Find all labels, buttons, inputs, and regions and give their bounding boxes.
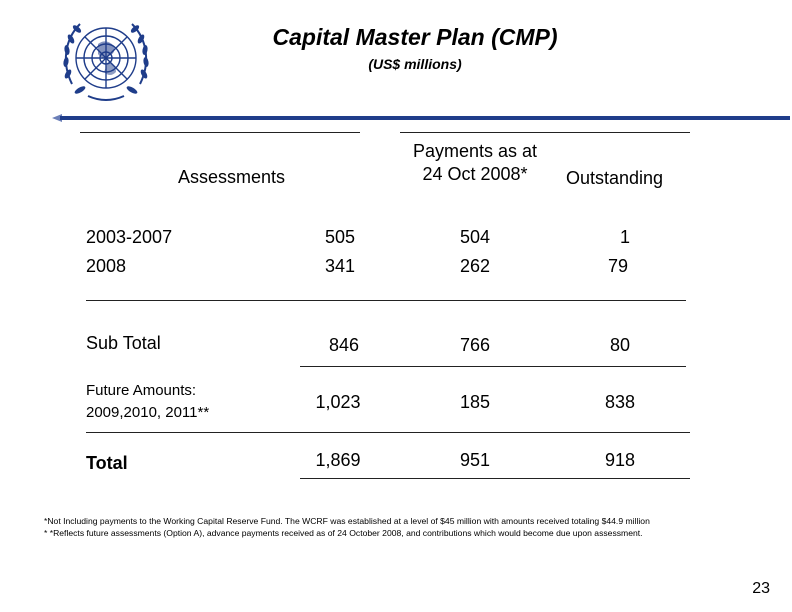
payments-value: 766 <box>459 335 491 355</box>
row-label: 2008 <box>86 256 127 276</box>
footnote: *Not Including payments to the Working Capital Reserve Fund. The WCRF was established at a level of $45 million with amounts received totaling $44.9 million <box>44 516 650 526</box>
assessments-value: 505 <box>324 227 356 247</box>
row-divider <box>86 432 690 433</box>
outstanding-value: 79 <box>607 256 629 276</box>
column-header-payments-line1: Payments as at <box>412 141 538 161</box>
outstanding-value: 838 <box>604 392 636 412</box>
payments-value: 504 <box>459 227 491 247</box>
row-label: 2003-2007 <box>86 227 173 247</box>
row-label: Sub Total <box>86 333 161 353</box>
assessments-value: 1,023 <box>315 392 361 412</box>
outstanding-value: 80 <box>609 335 631 355</box>
payments-value: 262 <box>459 256 491 276</box>
assessments-value: 846 <box>328 335 360 355</box>
row-label-line1: Future Amounts: <box>86 382 197 399</box>
footnote: * *Reflects future assessments (Option A), advance payments received as of 24 October 2008, and contributions which would become due upon assessment. <box>44 528 643 538</box>
column-header-payments-line2: 24 Oct 2008* <box>422 164 528 184</box>
outstanding-value: 1 <box>619 227 630 247</box>
page-title: Capital Master Plan (CMP) <box>272 24 558 50</box>
page-number: 23 <box>752 580 770 597</box>
page-subtitle: (US$ millions) <box>368 56 462 72</box>
title-rule <box>60 116 790 120</box>
column-header-outstanding: Outstanding <box>566 168 664 188</box>
row-divider <box>86 300 686 301</box>
row-label-line2: 2009,2010, 2011** <box>86 404 210 421</box>
row-divider <box>300 366 686 367</box>
outstanding-value: 918 <box>604 450 636 470</box>
payments-value: 185 <box>459 392 491 412</box>
row-label-total: Total <box>86 453 128 473</box>
payments-value: 951 <box>459 450 491 470</box>
assessments-value: 1,869 <box>315 450 361 470</box>
table-bottom-rule <box>300 478 690 479</box>
assessments-value: 341 <box>324 256 356 276</box>
table-top-rule-left <box>80 132 360 133</box>
un-emblem-icon <box>58 14 154 106</box>
table-top-rule-right <box>400 132 690 133</box>
column-header-assessments: Assessments <box>178 167 286 187</box>
